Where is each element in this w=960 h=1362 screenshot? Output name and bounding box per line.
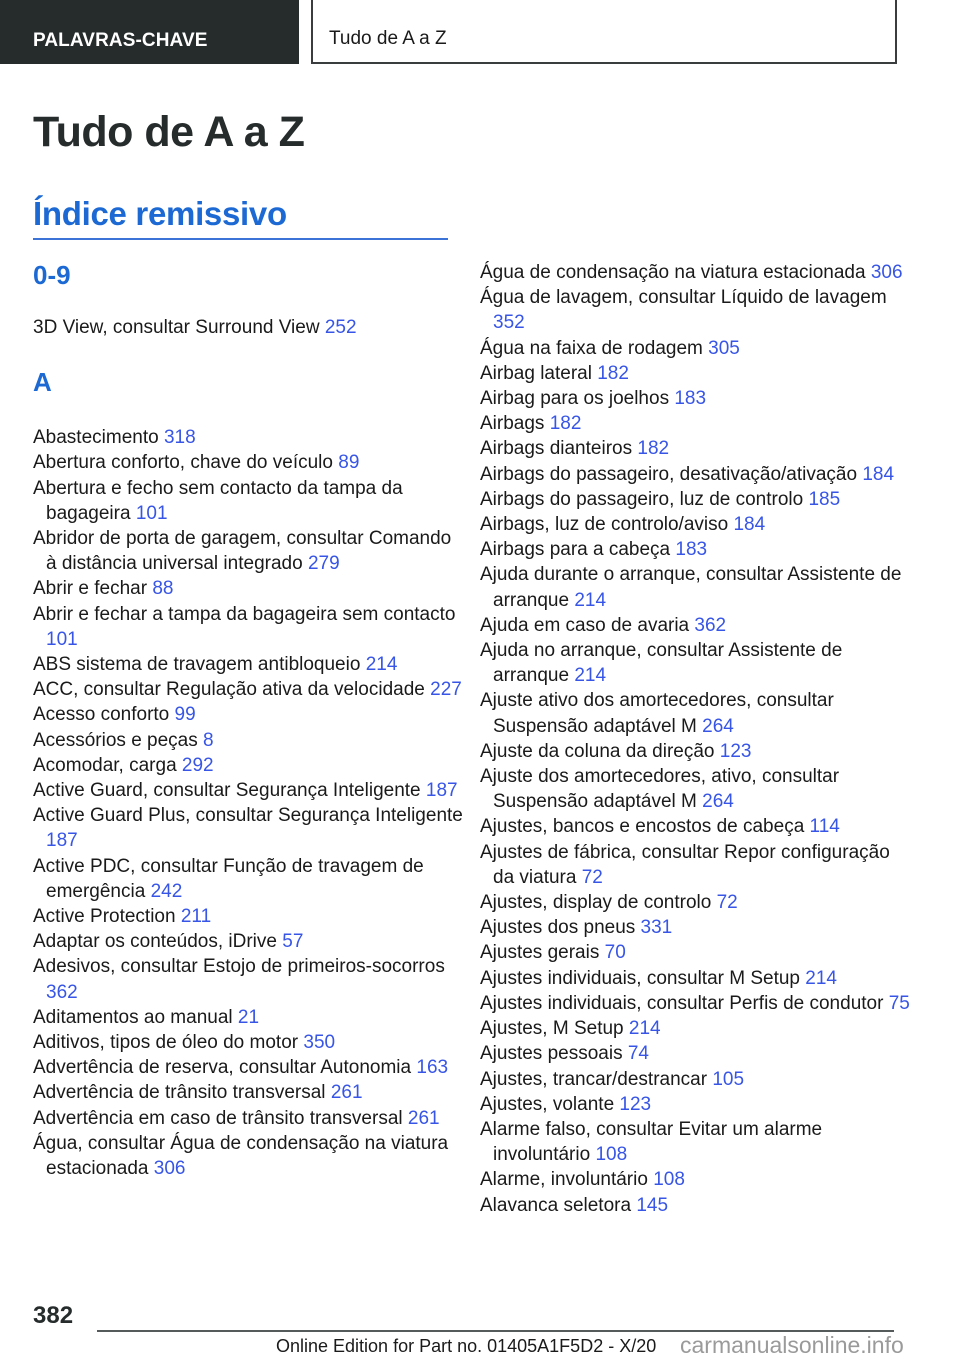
index-entry — [480, 1067, 910, 1092]
entry-term: Active PDC, consultar Função de travagem de emergência — [33, 855, 424, 902]
page-reference-link[interactable]: 123 — [719, 740, 752, 762]
page-reference-link[interactable]: 214 — [365, 654, 398, 676]
index-entry — [33, 728, 463, 753]
index-entry — [33, 1080, 463, 1105]
index-entry — [480, 260, 910, 285]
index-entry — [33, 803, 463, 853]
entry-term: Airbags — [480, 413, 545, 435]
entry-term: Ajuda no arranque, consultar Assistente de arranque — [480, 640, 843, 687]
index-column-right — [480, 260, 910, 1218]
page-reference-link[interactable]: 279 — [307, 553, 340, 575]
entry-term: Aditamentos ao manual — [33, 1006, 233, 1028]
page-reference-link[interactable]: 264 — [702, 791, 734, 813]
index-entry — [480, 638, 910, 688]
entry-term: Abertura e fecho sem contacto da tampa da bagageira — [33, 477, 403, 524]
page-reference-link[interactable]: 114 — [809, 816, 840, 838]
page-subtitle: Índice remissivo — [33, 195, 287, 232]
index-entry — [480, 1193, 910, 1218]
page-reference-link[interactable]: 264 — [702, 715, 734, 737]
index-entry — [480, 814, 910, 839]
page-reference-link[interactable]: 214 — [805, 967, 837, 989]
entry-term: Active Guard Plus, consultar Segurança Inteligente — [33, 805, 463, 827]
entry-term: Água de condensação na viatura estacionada — [480, 262, 866, 283]
index-entry — [33, 450, 463, 475]
entry-term: Acessórios e peças — [33, 729, 198, 751]
index-entry — [480, 915, 910, 940]
page-reference-link[interactable]: 350 — [303, 1032, 336, 1054]
index-entry — [480, 537, 910, 562]
index-entry — [33, 1131, 463, 1181]
page-reference-link[interactable]: 352 — [493, 312, 525, 334]
index-entry — [480, 764, 910, 814]
section-heading: 0-9 — [33, 260, 71, 290]
watermark: carmanualsonline.info — [680, 1332, 904, 1358]
page-reference-link[interactable]: 183 — [674, 388, 707, 410]
page-reference-link[interactable]: 261 — [407, 1107, 440, 1129]
entry-term: Água, consultar Água de condensação na viatura estacionada — [33, 1132, 449, 1180]
entry-term: Airbags do passageiro, desativação/ativação — [480, 463, 858, 485]
section-heading: A — [33, 367, 52, 398]
page-reference-link[interactable]: 182 — [549, 413, 582, 435]
entry-term: Ajustes pessoais — [480, 1043, 623, 1065]
page-reference-link[interactable]: 305 — [708, 337, 740, 359]
entry-term: Airbag para os joelhos — [480, 388, 670, 410]
page-reference-link[interactable]: 252 — [324, 317, 357, 338]
page-reference-link[interactable]: 318 — [163, 427, 196, 449]
page-reference-link[interactable]: 214 — [574, 665, 607, 687]
index-entry — [480, 336, 910, 361]
index-entry — [33, 526, 463, 576]
index-entry — [33, 954, 463, 1004]
page-reference-link[interactable]: 184 — [733, 514, 766, 536]
page-reference-link[interactable]: 187 — [46, 830, 78, 852]
index-entry — [33, 425, 463, 450]
page-reference-link[interactable]: 185 — [808, 488, 841, 510]
page-reference-link[interactable]: 261 — [330, 1082, 363, 1104]
entry-term: Ajustes dos pneus — [480, 917, 636, 939]
page-reference-link[interactable]: 75 — [888, 992, 910, 1014]
index-entry — [480, 462, 910, 487]
entry-term: Ajuda durante o arranque, consultar Assistente de arranque — [480, 564, 902, 611]
page-reference-link[interactable]: 211 — [180, 906, 212, 928]
page-reference-link[interactable]: 105 — [712, 1068, 745, 1090]
index-entry — [480, 512, 910, 537]
index-entry — [33, 702, 463, 727]
index-entry — [480, 991, 910, 1016]
index-entry — [33, 576, 463, 601]
index-entry — [33, 1005, 463, 1030]
index-entry — [33, 753, 463, 778]
page-reference-link[interactable]: 183 — [675, 539, 708, 561]
index-entry — [33, 1106, 463, 1131]
entry-term: Ajuste da coluna da direção — [480, 740, 715, 762]
index-entry — [33, 904, 463, 929]
index-entry — [33, 677, 463, 702]
index-entry — [33, 476, 463, 526]
page-reference-link[interactable]: 70 — [604, 942, 626, 964]
entry-term: Água de lavagem, consultar Líquido de lavagem — [480, 287, 887, 309]
index-entry — [33, 602, 463, 652]
edition-text: Online Edition for Part no. 01405A1F5D2 - X/20 — [276, 1336, 657, 1356]
page-reference-link[interactable]: 21 — [237, 1006, 260, 1028]
index-entry — [480, 562, 910, 612]
index-entry — [480, 739, 910, 764]
page-reference-link[interactable]: 101 — [46, 628, 78, 650]
entry-term: Advertência em caso de trânsito transversal — [33, 1107, 403, 1129]
index-entry — [480, 1016, 910, 1041]
index-entry — [480, 411, 910, 436]
entry-term: Abrir e fechar — [33, 578, 148, 600]
page-reference-link[interactable]: 292 — [181, 754, 214, 776]
entry-term: ABS sistema de travagem antibloqueio — [33, 654, 361, 676]
entry-term: Advertência de trânsito transversal — [33, 1082, 326, 1104]
entry-term: Ajuste ativo dos amortecedores, consultar Suspensão adaptável M — [480, 690, 834, 737]
entry-term: Ajustes, trancar/destrancar — [480, 1068, 708, 1090]
page-reference-link[interactable]: 331 — [640, 917, 673, 939]
page-reference-link[interactable]: 362 — [694, 614, 727, 636]
header-chapter-label: Tudo de A a Z — [329, 28, 447, 49]
index-entry — [480, 1092, 910, 1117]
index-entry — [33, 315, 463, 340]
entry-term: Abastecimento — [33, 427, 159, 449]
page-reference-link[interactable]: 101 — [135, 502, 168, 524]
page-reference-link[interactable]: 187 — [425, 780, 458, 802]
index-entry — [480, 487, 910, 512]
index-entry — [480, 1167, 910, 1192]
index-entry — [480, 436, 910, 461]
page-reference-link[interactable]: 227 — [430, 679, 462, 701]
entry-term: Acesso conforto — [33, 704, 170, 726]
page-reference-link[interactable]: 306 — [870, 262, 903, 283]
index-entry — [480, 840, 910, 890]
page-reference-link[interactable]: 184 — [862, 463, 895, 485]
header-section-label: PALAVRAS-CHAVE — [33, 30, 208, 51]
subtitle-divider — [33, 238, 448, 240]
page-reference-link[interactable]: 8 — [203, 729, 214, 751]
entry-term: Ajuste dos amortecedores, ativo, consultar Suspensão adaptável M — [480, 766, 840, 813]
index-column-left — [33, 257, 463, 1181]
entry-term: Airbags, luz de controlo/aviso — [480, 514, 729, 536]
index-entry — [480, 688, 910, 738]
entry-term: Airbags dianteiros — [480, 438, 633, 460]
index-entry — [480, 613, 910, 638]
page-reference-link[interactable]: 214 — [574, 589, 607, 611]
entry-term: Ajustes, M Setup — [480, 1018, 624, 1040]
header-section-tab — [0, 0, 299, 64]
index-entry — [33, 929, 463, 954]
entry-term: Ajustes, display de controlo — [480, 892, 712, 914]
entry-term: Alarme, involuntário — [480, 1169, 648, 1191]
entry-term: Ajustes de fábrica, consultar Repor configuração da viatura — [480, 841, 890, 888]
entry-term: Airbags para a cabeça — [480, 539, 671, 561]
entry-term: Ajustes, bancos e encostos de cabeça — [480, 816, 805, 838]
header-chapter-tab — [311, 0, 897, 64]
entry-term: Airbag lateral — [480, 362, 592, 384]
entry-term: Alarme falso, consultar Evitar um alarme involuntário — [480, 1118, 823, 1166]
entry-term: Active Guard, consultar Segurança Inteligente — [33, 780, 421, 802]
entry-term: Acomodar, carga — [33, 754, 177, 776]
entry-term: Água na faixa de rodagem — [480, 337, 703, 359]
page-reference-link[interactable]: 306 — [153, 1158, 186, 1180]
entry-term: Ajuda em caso de avaria — [480, 614, 690, 636]
entry-term: Ajustes gerais — [480, 942, 600, 964]
index-entry — [33, 1055, 463, 1080]
entry-term: Alavanca seletora — [480, 1194, 632, 1216]
index-entry — [480, 1117, 910, 1167]
page-reference-link[interactable]: 72 — [581, 866, 603, 888]
entry-term: Advertência de reserva, consultar Autonomia — [33, 1057, 412, 1079]
page-reference-link[interactable]: 123 — [619, 1093, 652, 1115]
entry-term: Abrir e fechar a tampa da bagageira sem contacto — [33, 603, 456, 625]
page-reference-link[interactable]: 163 — [416, 1057, 449, 1079]
entry-term: Ajustes individuais, consultar M Setup — [480, 967, 800, 989]
entry-term: Active Protection — [33, 906, 176, 928]
page-reference-link[interactable]: 57 — [282, 931, 304, 953]
index-entry — [33, 854, 463, 904]
page-title: Tudo de A a Z — [33, 108, 305, 156]
page-reference-link[interactable]: 214 — [628, 1018, 661, 1040]
entry-term: Adaptar os conteúdos, iDrive — [33, 931, 277, 953]
entry-term: Airbags do passageiro, luz de controlo — [480, 488, 804, 510]
entry-term: 3D View, consultar Surround View — [33, 317, 320, 338]
page-reference-link[interactable]: 88 — [152, 578, 174, 600]
page-reference-link[interactable]: 72 — [716, 892, 738, 914]
page-number: 382 — [33, 1302, 74, 1329]
page-reference-link[interactable]: 242 — [150, 880, 183, 902]
index-entry — [480, 1041, 910, 1066]
index-entry — [480, 386, 910, 411]
entry-term: Abertura conforto, chave do veículo — [33, 452, 333, 474]
page-reference-link[interactable]: 145 — [636, 1194, 669, 1216]
page-reference-link[interactable]: 182 — [637, 438, 670, 460]
entry-term: Abridor de porta de garagem, consultar Comando à distância universal integrado — [33, 528, 452, 575]
index-entry — [33, 778, 463, 803]
page-reference-link[interactable]: 108 — [595, 1144, 628, 1166]
index-entry — [33, 1030, 463, 1055]
entry-term: Adesivos, consultar Estojo de primeiros-socorros — [33, 956, 445, 978]
index-entry — [480, 966, 910, 991]
index-entry — [480, 890, 910, 915]
index-entry — [480, 285, 910, 335]
index-entry — [33, 652, 463, 677]
index-entry — [480, 940, 910, 965]
entry-term: Aditivos, tipos de óleo do motor — [33, 1032, 299, 1054]
index-entry — [480, 361, 910, 386]
entry-term: ACC, consultar Regulação ativa da velocidade — [33, 679, 425, 701]
page-reference-link[interactable]: 362 — [46, 981, 78, 1003]
page-reference-link[interactable]: 89 — [338, 452, 360, 474]
page-reference-link[interactable]: 74 — [627, 1043, 649, 1065]
page-reference-link[interactable]: 108 — [653, 1169, 685, 1191]
page-reference-link[interactable]: 182 — [597, 362, 629, 384]
entry-term: Ajustes, volante — [480, 1093, 615, 1115]
entry-term: Ajustes individuais, consultar Perfis de condutor — [480, 992, 884, 1014]
page-reference-link[interactable]: 99 — [174, 704, 196, 726]
